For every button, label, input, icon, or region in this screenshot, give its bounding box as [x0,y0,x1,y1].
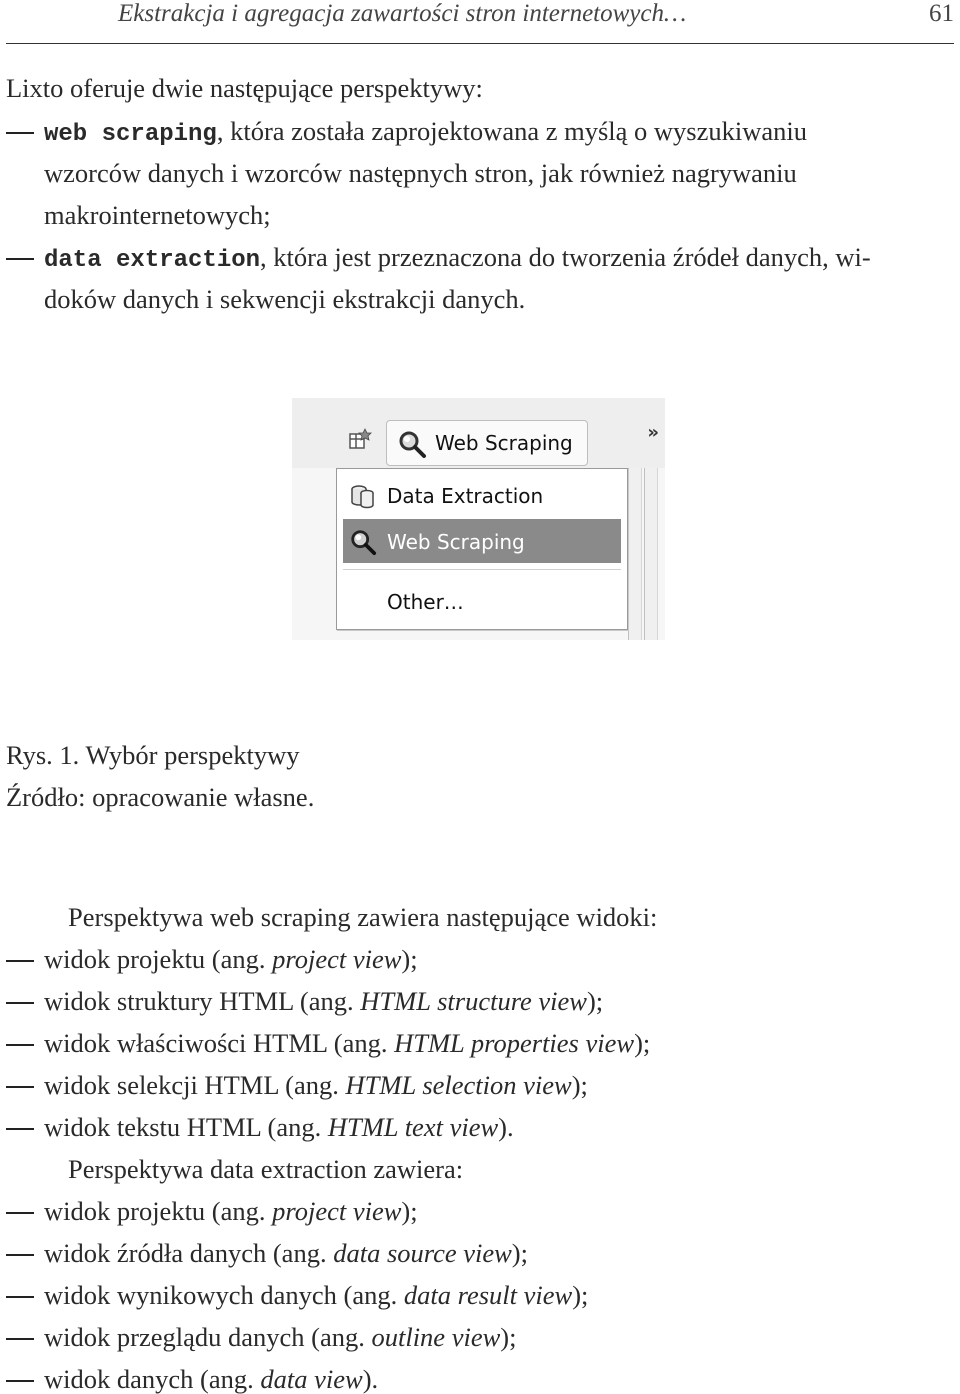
item-text: widok danych (ang. [44,1364,261,1394]
item-term: project view [272,1196,402,1226]
menu-item-label: Other… [387,590,464,614]
section2-lead: Perspektywa data extraction zawiera: [68,1154,464,1184]
item-end: ). [362,1364,379,1394]
bullet-dash [6,258,34,260]
more-perspectives-icon[interactable]: » [647,422,659,443]
list-item [44,988,603,1015]
list-item [44,1240,528,1267]
item-end: ); [511,1238,528,1268]
item-text: widok właściwości HTML (ang. [44,1028,395,1058]
list-item [44,1198,418,1225]
list-item [44,1030,650,1057]
bullet-data-extraction [44,244,871,273]
magnifier-icon [349,528,377,556]
tab-label: Web Scraping [435,431,573,455]
menu-item-web-scraping[interactable] [343,519,621,563]
item-text: widok przeglądu danych (ang. [44,1322,372,1352]
item-text: widok źródła danych (ang. [44,1238,334,1268]
bullet-dash [6,1212,34,1214]
magnifier-icon [397,429,427,459]
item-term: project view [272,944,402,974]
section1-lead: Perspektywa web scraping zawiera następujące widoki: [68,902,658,932]
item-end: ); [572,1280,589,1310]
menu-item-label: Web Scraping [387,530,525,554]
menu-item-data-extraction[interactable] [343,473,621,517]
bullet-continuation: doków danych i sekwencji ekstrakcji danych. [44,284,526,314]
list-item [44,1366,378,1393]
bullet-dash [6,960,34,962]
item-term: data result view [403,1280,573,1310]
bullet-dash [6,1380,34,1382]
running-title: Ekstrakcja i agregacja zawartości stron internetowych… [118,0,687,27]
item-end: ); [571,1070,588,1100]
list-item [44,1282,588,1309]
bullet-continuation: makrointernetowych; [44,200,271,230]
item-end: ); [500,1322,517,1352]
item-term: HTML properties view [394,1028,635,1058]
panel-edge [644,468,658,640]
list-item [44,1324,516,1351]
item-term: HTML selection view [345,1070,572,1100]
panel-edge [628,468,642,640]
header-rule [6,43,954,44]
page-number: 61 [929,0,954,27]
item-end: ). [498,1112,514,1142]
database-icon [349,482,377,510]
item-text: widok struktury HTML (ang. [44,986,361,1016]
bullet-continuation: wzorców danych i wzorców następnych stron, jak również nagrywaniu [44,158,797,188]
bullet-dash [6,1296,34,1298]
intro-line: Lixto oferuje dwie następujące perspektywy: [6,73,483,103]
bullet-dash [6,132,34,134]
perspective-screenshot [292,398,665,640]
menu-item-other[interactable] [343,579,621,623]
page-header [0,0,960,44]
item-term: data view [260,1364,363,1394]
item-text: widok selekcji HTML (ang. [44,1070,346,1100]
bullet-dash [6,1086,34,1088]
bullet-text: , która została zaprojektowana z myślą o wyszukiwaniu [216,116,807,146]
item-end: ); [634,1028,651,1058]
open-perspective-icon[interactable] [348,428,372,452]
perspective-menu [336,468,628,630]
list-item [44,1072,588,1099]
figure-caption: Rys. 1. Wybór perspektywy [6,740,300,770]
item-text: widok wynikowych danych (ang. [44,1280,404,1310]
list-item [44,946,418,973]
item-term: HTML text view [327,1112,499,1142]
menu-item-label: Data Extraction [387,484,544,508]
item-end: ); [401,944,418,974]
menu-separator [343,569,621,570]
list-item [44,1114,514,1141]
bullet-dash [6,1338,34,1340]
item-text: widok projektu (ang. [44,1196,273,1226]
item-term: data source view [333,1238,512,1268]
bullet-text: , która jest przeznaczona do tworzenia źródeł danych, wi- [260,242,871,272]
item-term: outline view [371,1322,501,1352]
item-text: widok projektu (ang. [44,944,273,974]
bullet-dash [6,1128,34,1130]
figure-source: Źródło: opracowanie własne. [6,782,315,812]
term-web-scraping: web scraping [44,121,217,148]
bullet-dash [6,1254,34,1256]
item-term: HTML structure view [360,986,587,1016]
term-data-extraction: data extraction [44,247,261,274]
tab-web-scraping[interactable] [386,420,588,466]
bullet-dash [6,1044,34,1046]
item-end: ); [401,1196,418,1226]
item-text: widok tekstu HTML (ang. [44,1112,328,1142]
bullet-web-scraping [44,118,807,147]
bullet-dash [6,1002,34,1004]
item-end: ); [586,986,604,1016]
